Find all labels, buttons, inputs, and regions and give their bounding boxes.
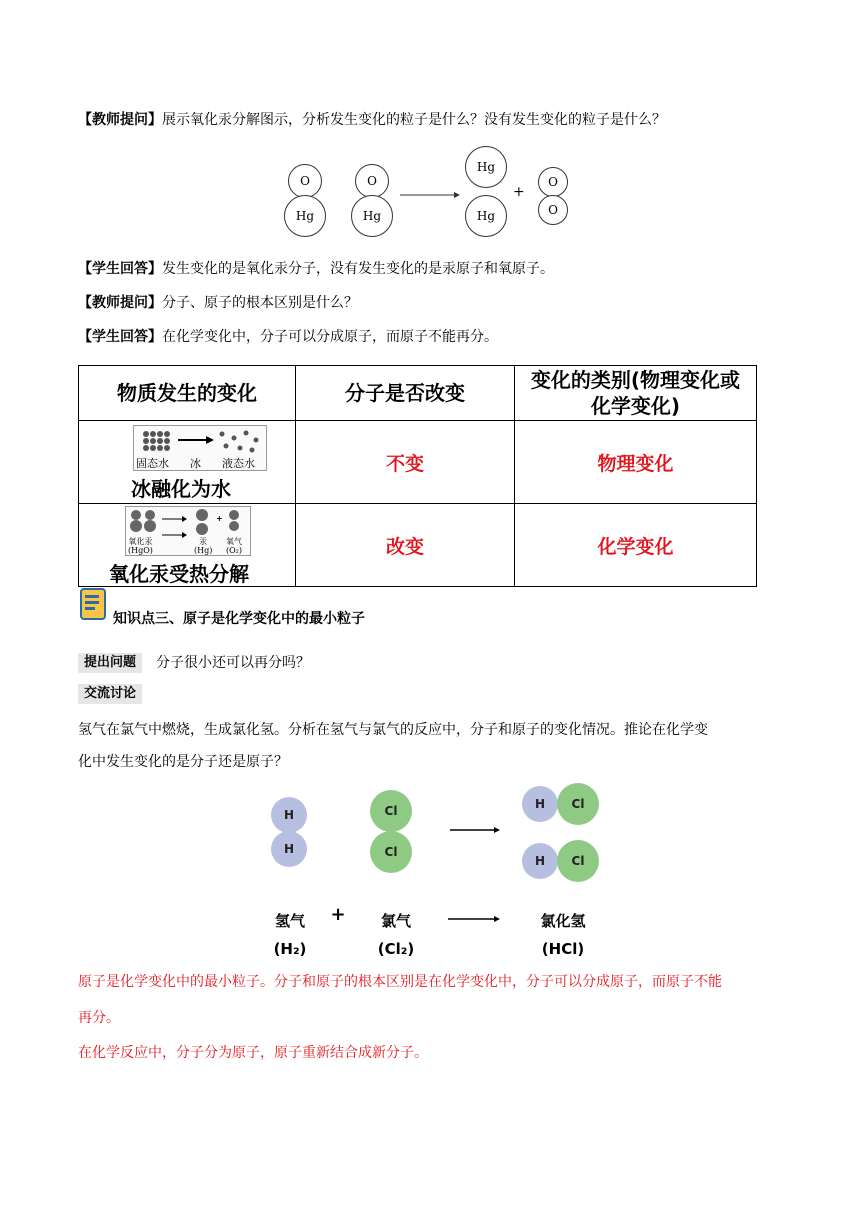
header-cell	[515, 366, 757, 421]
water-molecules-image	[134, 426, 266, 456]
dialog-tag: 【教师提问】	[78, 295, 162, 311]
molecule-changed-cell: 改变	[296, 504, 515, 587]
hydrogen-name: 氢气	[274, 912, 305, 930]
hcl-name: 氯化氢	[540, 912, 586, 930]
dialog-tag: 【学生回答】	[78, 261, 162, 277]
mini-label: 氧气 (O₂)	[226, 537, 243, 555]
oxygen-atom: O	[288, 164, 322, 198]
dialog-text: 发生变化的是氧化汞分子，没有发生变化的是汞原子和氧原子。	[162, 261, 554, 277]
hydrogen-atom: H	[271, 797, 307, 833]
plus-sign: +	[513, 184, 525, 200]
paragraph-line: 化中发生变化的是分子还是原子？	[78, 754, 288, 770]
mercury-atom: Hg	[465, 146, 507, 188]
conclusion-line: 在化学反应中，分子分为原子，原子重新结合成新分子。	[78, 1045, 428, 1061]
dialog-text: 展示氧化汞分解图示，分析发生变化的粒子是什么？没有发生变化的粒子是什么？	[162, 112, 666, 128]
ice-melting-figure	[133, 425, 267, 471]
oxygen-atom: O	[538, 167, 568, 197]
hydrogen-formula: (H₂)	[273, 940, 307, 958]
mini-label: 氧化汞 (HgO)	[128, 537, 153, 555]
oxygen-atom: O	[538, 195, 568, 225]
table-header-row	[79, 366, 757, 421]
table-row	[79, 421, 757, 504]
hgo-molecules-image	[126, 507, 250, 541]
header-cell: 分子是否改变	[296, 366, 515, 421]
svg-text:+: +	[216, 514, 223, 523]
reaction-arrow	[448, 914, 500, 924]
discussion-tag: 交流讨论	[78, 684, 142, 704]
dialog-tag: 【学生回答】	[78, 329, 162, 345]
question-text: 分子很小还可以再分吗？	[156, 655, 310, 671]
chlorine-atom: Cl	[370, 831, 412, 873]
change-cell	[79, 421, 296, 504]
paragraph-line: 氢气在氯气中燃烧，生成氯化氢。分析在氢气与氯气的反应中，分子和原子的变化情况。推论在化学变	[78, 722, 708, 738]
hydrogen-atom: H	[271, 831, 307, 867]
change-category-cell: 物理变化	[515, 421, 757, 504]
molecule-changed-cell: 不变	[296, 421, 515, 504]
teacher-question-2	[78, 293, 358, 313]
section-title: 知识点三、原子是化学变化中的最小粒子	[113, 611, 365, 627]
reaction-arrow	[400, 190, 460, 200]
student-answer-2	[78, 327, 498, 347]
chlorine-formula: (Cl₂)	[377, 940, 415, 958]
row-label: 氧化汞受热分解	[109, 562, 249, 586]
mercury-atom: Hg	[351, 195, 393, 237]
chlorine-atom: Cl	[557, 783, 599, 825]
oxygen-atom: O	[355, 164, 389, 198]
question-tag: 提出问题	[78, 653, 142, 673]
student-answer-1	[78, 259, 554, 279]
change-cell	[79, 504, 296, 587]
change-category-cell: 化学变化	[515, 504, 757, 587]
chlorine-name: 氯气	[380, 912, 411, 930]
dialog-tag: 【教师提问】	[78, 112, 162, 128]
mercury-atom: Hg	[465, 195, 507, 237]
hgo-decomposition-figure	[125, 506, 251, 556]
row-label: 冰融化为水	[131, 477, 231, 501]
hydrogen-atom: H	[522, 843, 558, 879]
table-row	[79, 504, 757, 587]
header-line: 化学变化)	[590, 394, 681, 418]
conclusion-line: 再分。	[78, 1010, 120, 1026]
mercury-atom: Hg	[284, 195, 326, 237]
teacher-question-1	[78, 110, 666, 130]
dialog-text: 分子、原子的根本区别是什么？	[162, 295, 358, 311]
header-line: 变化的类别(物理变化或	[530, 368, 741, 392]
mini-label: 汞 (Hg)	[194, 537, 213, 555]
comparison-table	[78, 365, 757, 587]
reaction-arrow	[450, 825, 500, 835]
hydrogen-atom: H	[522, 786, 558, 822]
chlorine-atom: Cl	[557, 840, 599, 882]
hcl-formula: (HCl)	[541, 940, 585, 958]
mini-label: 冰	[190, 457, 201, 470]
mini-label: 固态水	[136, 457, 169, 470]
conclusion-line: 原子是化学变化中的最小粒子。分子和原子的根本区别是在化学变化中，分子可以分成原子，而原子不能	[78, 974, 722, 990]
dialog-text: 在化学变化中，分子可以分成原子，而原子不能再分。	[162, 329, 498, 345]
plus-sign: +	[330, 904, 346, 925]
notebook-icon	[79, 587, 109, 623]
mini-label: 液态水	[222, 457, 255, 470]
chlorine-atom: Cl	[370, 790, 412, 832]
header-cell: 物质发生的变化	[79, 366, 296, 421]
